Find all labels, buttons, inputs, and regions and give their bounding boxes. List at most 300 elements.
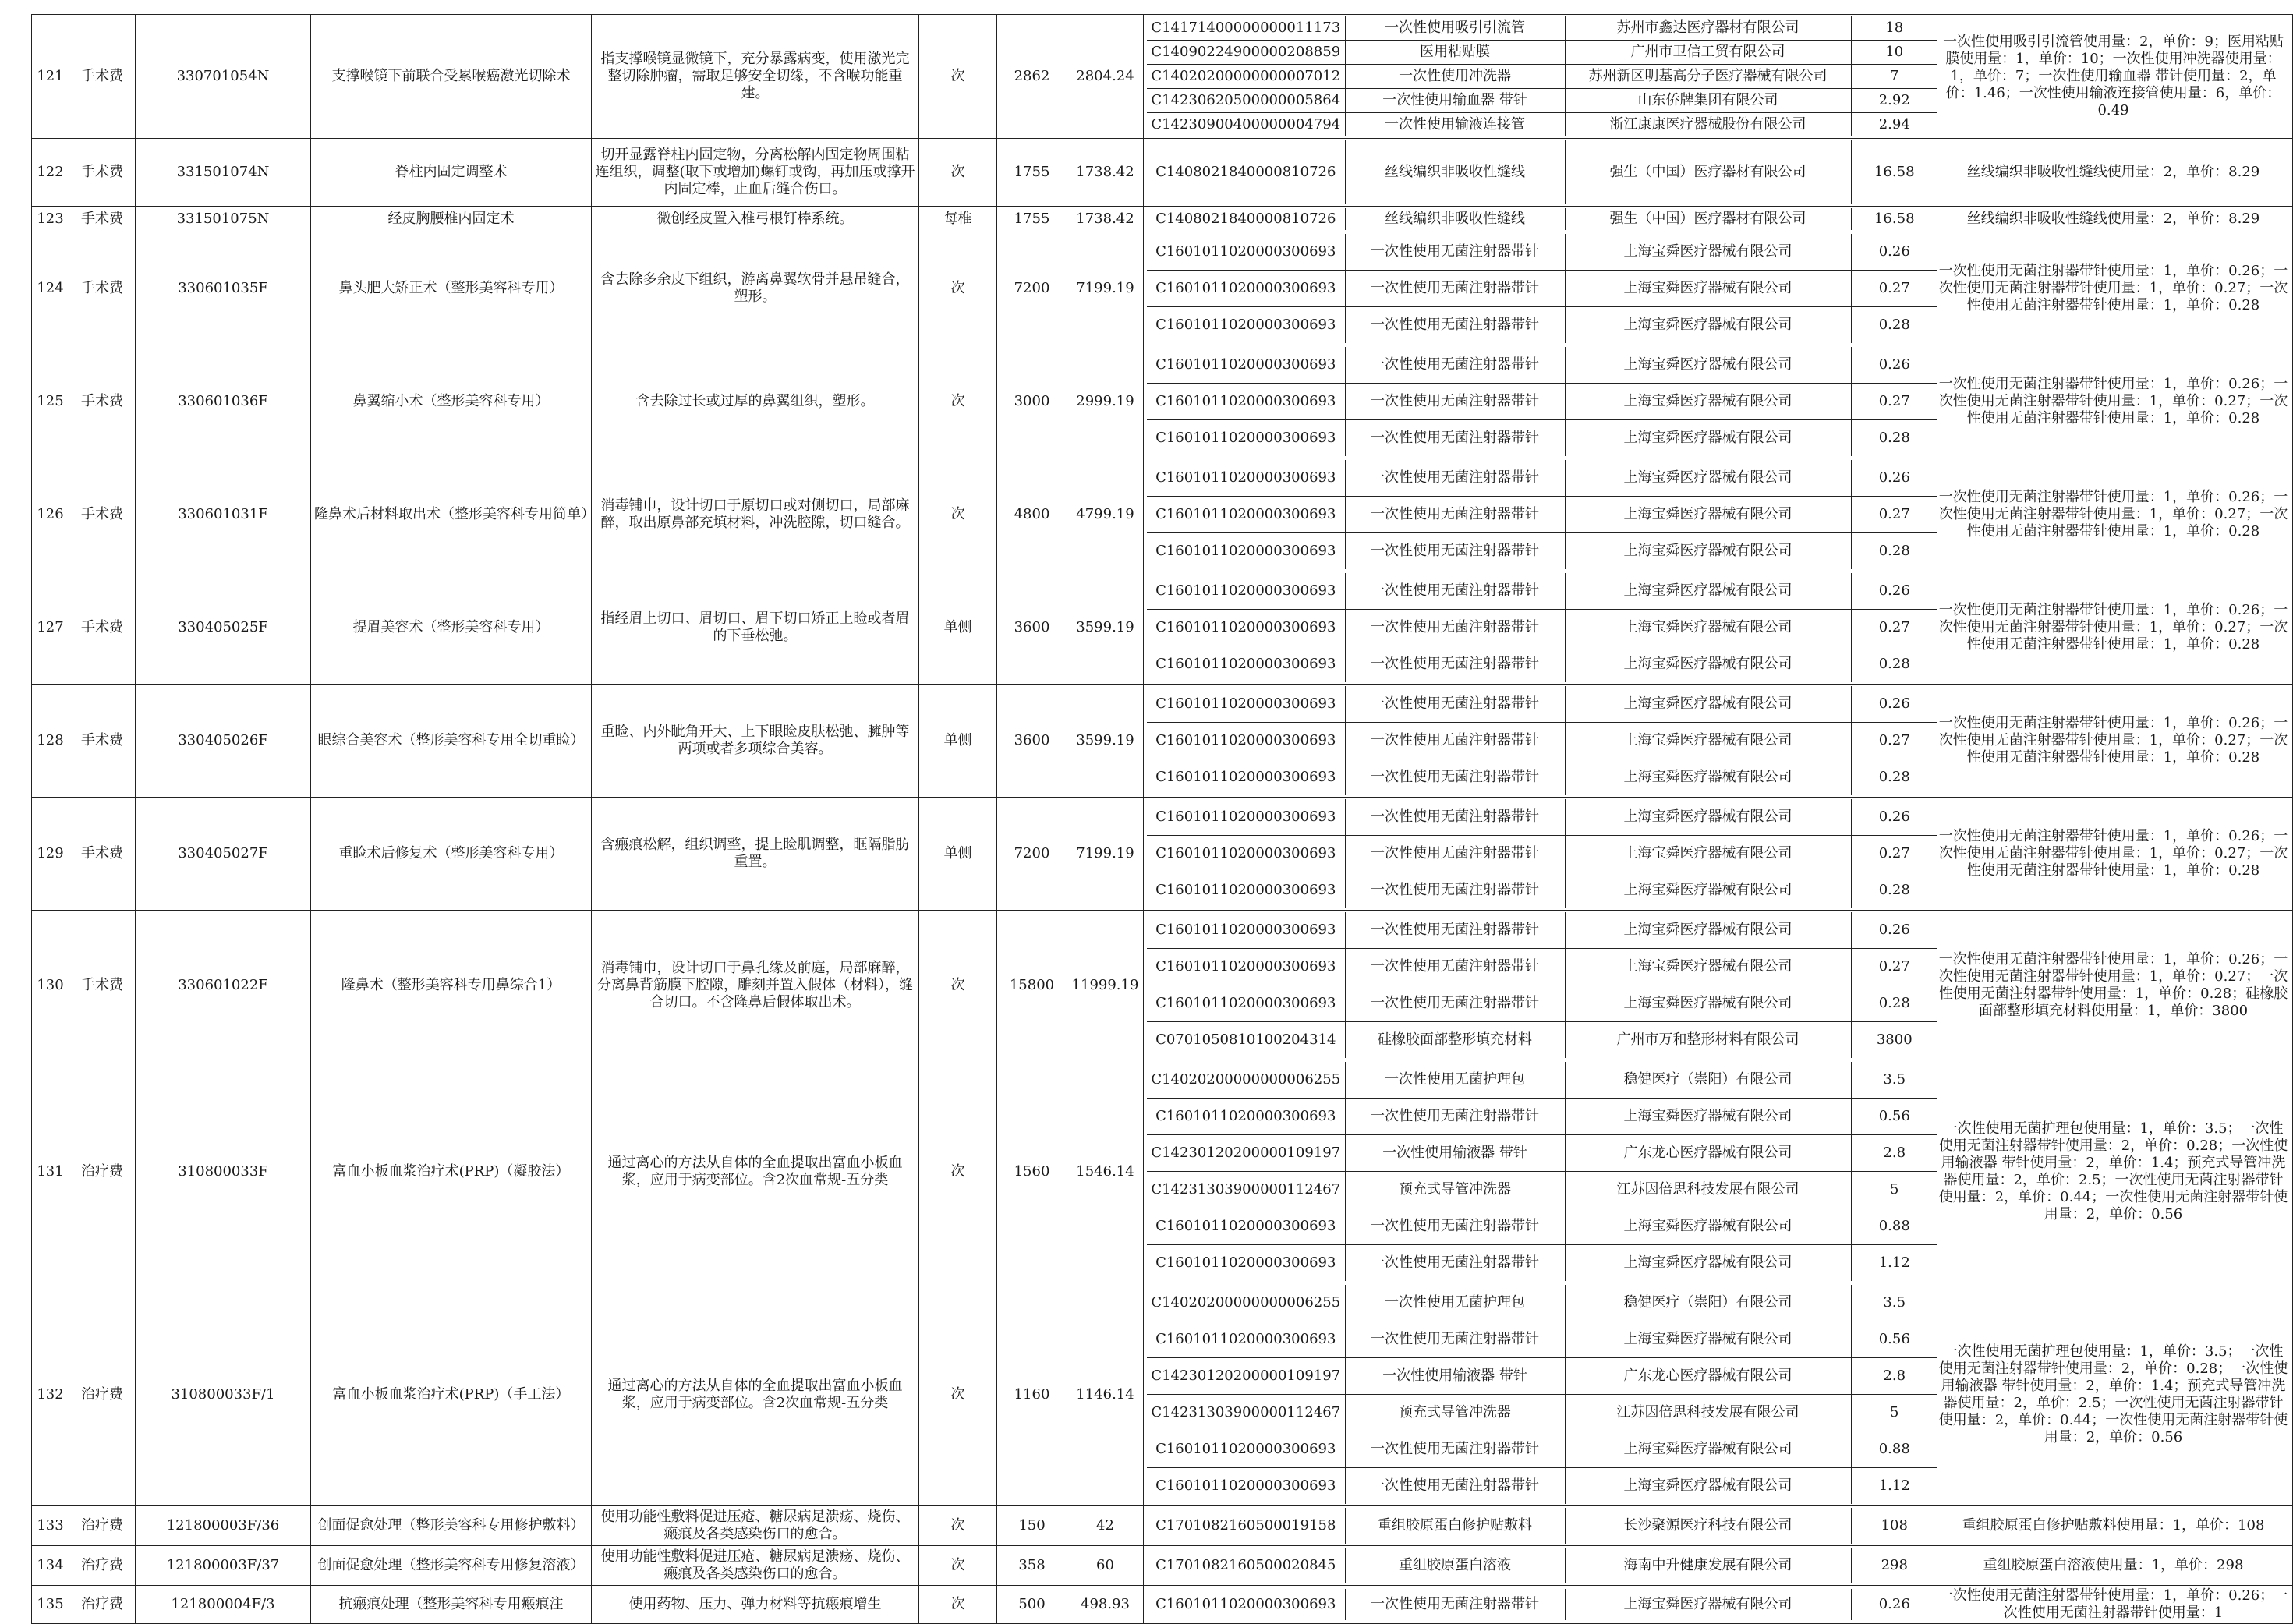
table-row <box>32 798 2293 911</box>
material-row <box>1147 759 1937 796</box>
usage-note: 一次性使用无菌注射器带针使用量：1，单价：0.26；一次性使用无菌注射器带针使用量：1 <box>1934 1586 2293 1624</box>
material-name: 一次性使用无菌注射器带针 <box>1345 573 1565 610</box>
usage-note: 一次性使用无菌注射器带针使用量：1，单价：0.26；一次性使用无菌注射器带针使用量：1，单价：0.27；一次性使用无菌注射器带针使用量：1，单价：0.28 <box>1934 458 2293 571</box>
item-name: 隆鼻术后材料取出术（整形美容科专用简单） <box>311 458 592 571</box>
materials-cell <box>1144 345 1934 458</box>
materials-list <box>1147 460 1937 569</box>
table-row <box>32 1283 2293 1506</box>
material-price: 298 <box>1881 1557 1908 1573</box>
material-company: 江苏因倍思科技发展有限公司 <box>1565 1395 1851 1431</box>
material-code: C1601011020000300693 <box>1147 723 1345 759</box>
pricing-unit: 次 <box>919 1586 997 1624</box>
material-company: 上海宝舜医疗器械有限公司 <box>1565 949 1851 985</box>
pricing-unit: 次 <box>919 1060 997 1283</box>
material-name: 一次性使用无菌注射器带针 <box>1345 1245 1565 1282</box>
table-row <box>32 207 2293 232</box>
material-row <box>1147 41 1937 65</box>
row-number: 125 <box>32 345 69 458</box>
price-original: 2862 <box>997 15 1067 139</box>
material-company: 上海宝舜医疗器械有限公司 <box>1565 872 1851 909</box>
usage-note: 一次性使用无菌注射器带针使用量：1，单价：0.26；一次性使用无菌注射器带针使用量：1，单价：0.27；一次性使用无菌注射器带针使用量：1，单价：0.28；硅橡胶面部整形填充材料使用量：1，单价：3800 <box>1934 911 2293 1060</box>
material-row <box>1147 985 1937 1022</box>
material-name: 一次性使用无菌注射器带针 <box>1345 1589 1565 1620</box>
material-code: C1601011020000300693 <box>1147 1468 1345 1505</box>
materials-cell <box>1144 1506 1934 1546</box>
material-code: C1601011020000300693 <box>1147 347 1345 384</box>
material-price: 18 <box>1851 16 1937 41</box>
item-description: 通过离心的方法从自体的全血提取出富血小板血浆，应用于病变部位。含2次血常规-五分类 <box>592 1283 919 1506</box>
materials-list <box>1147 16 1937 136</box>
material-code: C14020200000000006255 <box>1147 1062 1345 1099</box>
item-name: 富血小板血浆治疗术(PRP)（手工法） <box>311 1283 592 1506</box>
material-row <box>1147 1285 1937 1321</box>
material-price: 0.26 <box>1878 1596 1910 1612</box>
item-name: 抗瘢痕处理（整形美容科专用瘢痕注 <box>311 1586 592 1624</box>
item-description: 消毒铺巾，设计切口于原切口或对侧切口，局部麻醉，取出原鼻部充填材料，冲洗腔隙，切口缝合。 <box>592 458 919 571</box>
materials-cell <box>1144 571 1934 685</box>
material-row <box>1147 460 1937 497</box>
item-description: 含瘢痕松解，组织调整，提上睑肌调整，眶隔脂肪重置。 <box>592 798 919 911</box>
material-name: 一次性使用无菌注射器带针 <box>1345 723 1565 759</box>
material-company: 上海宝舜医疗器械有限公司 <box>1565 723 1851 759</box>
material-company: 海南中升健康发展有限公司 <box>1565 1548 1851 1583</box>
material-code: C1601011020000300693 <box>1147 1245 1345 1282</box>
material-code: C14230900400000004794 <box>1147 113 1345 137</box>
material-row <box>1147 1508 1937 1544</box>
material-name: 医用粘贴膜 <box>1345 41 1565 65</box>
material-price: 0.26 <box>1851 234 1937 271</box>
material-name: 一次性使用吸引引流管 <box>1345 16 1565 41</box>
price-original: 3000 <box>997 345 1067 458</box>
material-price: 0.88 <box>1851 1208 1937 1245</box>
material-price: 2.92 <box>1851 89 1937 113</box>
material-company: 上海宝舜医疗器械有限公司 <box>1565 646 1851 683</box>
material-row <box>1147 420 1937 457</box>
materials-cell <box>1144 685 1934 798</box>
table-row <box>32 139 2293 207</box>
table-row <box>32 1546 2293 1586</box>
item-code: 121800003F/37 <box>136 1546 311 1586</box>
price-current: 498.93 <box>1067 1586 1144 1624</box>
table-row <box>32 1586 2293 1624</box>
material-code: C1601011020000300693 <box>1147 497 1345 533</box>
pricing-unit: 次 <box>919 1546 997 1586</box>
item-name: 创面促愈处理（整形美容科专用修复溶液） <box>311 1546 592 1586</box>
item-name: 提眉美容术（整形美容科专用） <box>311 571 592 685</box>
pricing-unit: 次 <box>919 911 997 1060</box>
fee-type: 手术费 <box>69 798 136 911</box>
material-code: C14231303900000112467 <box>1147 1395 1345 1431</box>
material-company: 上海宝舜医疗器械有限公司 <box>1565 420 1851 457</box>
materials-cell <box>1144 1586 1934 1624</box>
material-name: 重组胶原蛋白溶液 <box>1345 1548 1565 1583</box>
price-current: 7199.19 <box>1067 232 1144 345</box>
material-code: C1701082160500019158 <box>1147 1508 1345 1544</box>
material-code: C1601011020000300693 <box>1147 460 1345 497</box>
price-current: 4799.19 <box>1067 458 1144 571</box>
material-code: C1601011020000300693 <box>1147 985 1345 1022</box>
material-price: 0.28 <box>1878 656 1910 672</box>
material-name: 丝线编织非吸收性缝线 <box>1345 208 1565 230</box>
material-company: 上海宝舜医疗器械有限公司 <box>1565 1589 1851 1620</box>
material-code: C1601011020000300693 <box>1147 573 1345 610</box>
material-price: 5 <box>1851 1395 1937 1431</box>
price-original: 1160 <box>997 1283 1067 1506</box>
material-company: 上海宝舜医疗器械有限公司 <box>1565 347 1851 384</box>
pricing-unit: 单侧 <box>919 798 997 911</box>
material-company: 上海宝舜医疗器械有限公司 <box>1565 799 1851 836</box>
material-name: 一次性使用无菌注射器带针 <box>1345 686 1565 723</box>
table-row <box>32 685 2293 798</box>
materials-cell <box>1144 1283 1934 1506</box>
row-number: 123 <box>32 207 69 232</box>
material-code: C14090224900000208859 <box>1147 41 1345 65</box>
material-row <box>1147 1589 1937 1620</box>
item-code: 330601031F <box>136 458 311 571</box>
material-company: 稳健医疗（崇阳）有限公司 <box>1565 1062 1851 1099</box>
item-code: 330701054N <box>136 15 311 139</box>
material-name: 一次性使用无菌注射器带针 <box>1345 1468 1565 1505</box>
item-code: 121800003F/36 <box>136 1506 311 1546</box>
item-name: 鼻头肥大矫正术（整形美容科专用） <box>311 232 592 345</box>
row-number: 133 <box>32 1506 69 1546</box>
material-name: 一次性使用无菌注射器带针 <box>1345 1431 1565 1468</box>
item-name: 支撑喉镜下前联合受累喉癌激光切除术 <box>311 15 592 139</box>
item-description: 切开显露脊柱内固定物，分离松解内固定物周围粘连组织，调整(取下或增加)螺钉或钩，再加压或撑开内固定棒，止血后缝合伤口。 <box>592 139 919 207</box>
material-name: 一次性使用无菌注射器带针 <box>1345 759 1565 796</box>
material-name: 一次性使用无菌注射器带针 <box>1345 271 1565 307</box>
materials-cell <box>1144 458 1934 571</box>
material-price: 3.5 <box>1851 1285 1937 1321</box>
material-company: 上海宝舜医疗器械有限公司 <box>1565 1468 1851 1505</box>
material-row <box>1147 1062 1937 1099</box>
material-price: 7 <box>1851 65 1937 89</box>
item-description: 消毒铺巾，设计切口于鼻孔缘及前庭，局部麻醉，分离鼻背筋膜下腔隙，雕刻并置入假体（材料），缝合切口。不含隆鼻后假体取出术。 <box>592 911 919 1060</box>
material-name: 一次性使用无菌注射器带针 <box>1345 799 1565 836</box>
row-number: 127 <box>32 571 69 685</box>
material-row <box>1147 1468 1937 1505</box>
material-row <box>1147 65 1937 89</box>
material-price: 0.26 <box>1851 347 1937 384</box>
material-name: 一次性使用无菌注射器带针 <box>1345 610 1565 646</box>
pricing-unit: 次 <box>919 139 997 207</box>
material-code: C1601011020000300693 <box>1147 307 1345 344</box>
price-original: 7200 <box>997 798 1067 911</box>
material-price: 0.27 <box>1851 723 1937 759</box>
price-original: 500 <box>997 1586 1067 1624</box>
material-company: 上海宝舜医疗器械有限公司 <box>1565 985 1851 1022</box>
material-name: 一次性使用输液器 带针 <box>1345 1135 1565 1172</box>
materials-cell <box>1144 207 1934 232</box>
material-company: 广东龙心医疗器械有限公司 <box>1565 1135 1851 1172</box>
material-code: C1601011020000300693 <box>1147 646 1345 683</box>
material-name: 一次性使用输液器 带针 <box>1345 1358 1565 1395</box>
item-description: 指支撑喉镜显微镜下，充分暴露病变，使用激光完整切除肿瘤，需取足够安全切缘，不含喉功能重建。 <box>592 15 919 139</box>
material-price: 3.5 <box>1851 1062 1937 1099</box>
material-row <box>1147 610 1937 646</box>
material-row <box>1147 1358 1937 1395</box>
price-original: 7200 <box>997 232 1067 345</box>
materials-list <box>1147 208 1937 230</box>
material-price: 108 <box>1881 1517 1908 1534</box>
item-code: 330405026F <box>136 685 311 798</box>
price-original: 358 <box>997 1546 1067 1586</box>
row-number: 121 <box>32 15 69 139</box>
material-company: 上海宝舜医疗器械有限公司 <box>1565 307 1851 344</box>
row-number: 129 <box>32 798 69 911</box>
material-price: 0.27 <box>1851 949 1937 985</box>
material-name: 预充式导管冲洗器 <box>1345 1172 1565 1208</box>
item-name: 创面促愈处理（整形美容科专用修护敷料） <box>311 1506 592 1546</box>
material-name: 一次性使用输血器 带针 <box>1345 89 1565 113</box>
price-current: 2999.19 <box>1067 345 1144 458</box>
fee-type: 手术费 <box>69 15 136 139</box>
material-name: 一次性使用无菌注射器带针 <box>1345 1321 1565 1358</box>
usage-note: 丝线编织非吸收性缝线使用量：2，单价：8.29 <box>1934 139 2293 207</box>
material-code: C0701050810100204314 <box>1147 1022 1345 1059</box>
table-row <box>32 1060 2293 1283</box>
item-code: 330601022F <box>136 911 311 1060</box>
material-name: 一次性使用无菌注射器带针 <box>1345 646 1565 683</box>
material-name: 硅橡胶面部整形填充材料 <box>1345 1022 1565 1059</box>
table-row <box>32 458 2293 571</box>
item-name: 重睑术后修复术（整形美容科专用） <box>311 798 592 911</box>
material-row <box>1147 872 1937 909</box>
material-code: C1408021840000810726 <box>1147 208 1345 230</box>
material-name: 一次性使用无菌注射器带针 <box>1345 872 1565 909</box>
item-description: 含去除过长或过厚的鼻翼组织，塑形。 <box>592 345 919 458</box>
materials-cell <box>1144 1546 1934 1586</box>
item-description: 重睑、内外眦角开大、上下眼睑皮肤松弛、臃肿等两项或者多项综合美容。 <box>592 685 919 798</box>
material-price: 5 <box>1851 1172 1937 1208</box>
pricing-unit: 次 <box>919 1506 997 1546</box>
material-code: C1601011020000300693 <box>1147 1431 1345 1468</box>
materials-list <box>1147 799 1937 908</box>
material-company: 上海宝舜医疗器械有限公司 <box>1565 497 1851 533</box>
item-code: 121800004F/3 <box>136 1586 311 1624</box>
material-price: 0.56 <box>1851 1099 1937 1135</box>
material-row <box>1147 799 1937 836</box>
material-price: 0.28 <box>1878 430 1910 446</box>
material-company: 苏州市鑫达医疗器材有限公司 <box>1565 16 1851 41</box>
material-price: 0.26 <box>1851 573 1937 610</box>
item-code: 331501075N <box>136 207 311 232</box>
material-company: 上海宝舜医疗器械有限公司 <box>1565 1431 1851 1468</box>
fee-type: 手术费 <box>69 345 136 458</box>
fee-type: 手术费 <box>69 911 136 1060</box>
material-name: 一次性使用无菌注射器带针 <box>1345 985 1565 1022</box>
material-company: 稳健医疗（崇阳）有限公司 <box>1565 1285 1851 1321</box>
material-company: 上海宝舜医疗器械有限公司 <box>1565 533 1851 570</box>
price-current: 1546.14 <box>1067 1060 1144 1283</box>
table-row <box>32 15 2293 139</box>
item-code: 330405025F <box>136 571 311 685</box>
item-description: 指经眉上切口、眉切口、眉下切口矫正上睑或者眉的下垂松弛。 <box>592 571 919 685</box>
material-price: 0.27 <box>1851 271 1937 307</box>
material-company: 上海宝舜医疗器械有限公司 <box>1565 610 1851 646</box>
usage-note: 重组胶原蛋白溶液使用量：1，单价：298 <box>1934 1546 2293 1586</box>
material-company: 广州市卫信工贸有限公司 <box>1565 41 1851 65</box>
material-name: 一次性使用无菌注射器带针 <box>1345 836 1565 872</box>
item-code: 330601036F <box>136 345 311 458</box>
material-price: 10 <box>1851 41 1937 65</box>
material-code: C14230120200000109197 <box>1147 1135 1345 1172</box>
material-code: C1601011020000300693 <box>1147 1208 1345 1245</box>
materials-list <box>1147 1062 1937 1281</box>
table-row <box>32 571 2293 685</box>
material-price: 0.26 <box>1851 686 1937 723</box>
material-code: C14020200000000006255 <box>1147 1285 1345 1321</box>
materials-cell <box>1144 798 1934 911</box>
price-current: 3599.19 <box>1067 685 1144 798</box>
material-row <box>1147 723 1937 759</box>
material-row <box>1147 912 1937 949</box>
item-name: 鼻翼缩小术（整形美容科专用） <box>311 345 592 458</box>
material-company: 浙江康康医疗器械股份有限公司 <box>1565 113 1851 137</box>
material-price: 0.26 <box>1851 912 1937 949</box>
material-name: 一次性使用冲洗器 <box>1345 65 1565 89</box>
pricing-unit: 单侧 <box>919 571 997 685</box>
item-description: 使用功能性敷料促进压疮、糖尿病足溃疡、烧伤、瘢痕及各类感染伤口的愈合。 <box>592 1546 919 1586</box>
material-row <box>1147 497 1937 533</box>
item-description: 使用药物、压力、弹力材料等抗瘢痕增生 <box>592 1586 919 1624</box>
price-current: 11999.19 <box>1067 911 1144 1060</box>
material-row <box>1147 1548 1937 1583</box>
materials-list <box>1147 1548 1937 1583</box>
row-number: 131 <box>32 1060 69 1283</box>
item-name: 脊柱内固定调整术 <box>311 139 592 207</box>
material-row <box>1147 384 1937 420</box>
material-row <box>1147 1135 1937 1172</box>
material-code: C1601011020000300693 <box>1147 949 1345 985</box>
material-price: 0.28 <box>1878 543 1910 559</box>
pricing-unit: 次 <box>919 345 997 458</box>
material-code: C1601011020000300693 <box>1147 533 1345 570</box>
fee-type: 手术费 <box>69 458 136 571</box>
material-name: 重组胶原蛋白修护贴敷料 <box>1345 1508 1565 1544</box>
material-code: C1601011020000300693 <box>1147 1589 1345 1620</box>
material-price: 16.58 <box>1874 211 1915 227</box>
row-number: 122 <box>32 139 69 207</box>
material-name: 一次性使用无菌注射器带针 <box>1345 497 1565 533</box>
material-name: 一次性使用无菌注射器带针 <box>1345 307 1565 344</box>
material-company: 上海宝舜医疗器械有限公司 <box>1565 759 1851 796</box>
usage-note: 一次性使用无菌护理包使用量：1，单价：3.5；一次性使用无菌注射器带针使用量：2，单价：0.28；一次性使用输液器 带针使用量：2，单价：1.4；预充式导管冲洗器使用量：2，单价：2.5；一次性使用无菌注射器带针使用量：2，单价：0.44；一次性使用无菌注射器带针使用量：2，单价：0.56 <box>1934 1060 2293 1283</box>
material-company: 山东侨牌集团有限公司 <box>1565 89 1851 113</box>
material-price: 0.88 <box>1851 1431 1937 1468</box>
material-row <box>1147 208 1937 230</box>
materials-list <box>1147 1285 1937 1504</box>
material-code: C1601011020000300693 <box>1147 234 1345 271</box>
usage-note: 一次性使用无菌注射器带针使用量：1，单价：0.26；一次性使用无菌注射器带针使用量：1，单价：0.27；一次性使用无菌注射器带针使用量：1，单价：0.28 <box>1934 685 2293 798</box>
item-name: 经皮胸腰椎内固定术 <box>311 207 592 232</box>
material-name: 一次性使用无菌护理包 <box>1345 1062 1565 1099</box>
material-name: 一次性使用无菌注射器带针 <box>1345 420 1565 457</box>
material-company: 上海宝舜医疗器械有限公司 <box>1565 1321 1851 1358</box>
usage-note: 一次性使用无菌注射器带针使用量：1，单价：0.26；一次性使用无菌注射器带针使用量：1，单价：0.27；一次性使用无菌注射器带针使用量：1，单价：0.28 <box>1934 571 2293 685</box>
pricing-unit: 次 <box>919 1283 997 1506</box>
materials-cell <box>1144 1060 1934 1283</box>
material-company: 强生（中国）医疗器材有限公司 <box>1565 140 1851 204</box>
material-row <box>1147 113 1937 137</box>
price-original: 3600 <box>997 685 1067 798</box>
price-current: 7199.19 <box>1067 798 1144 911</box>
material-row <box>1147 1208 1937 1245</box>
material-code: C1408021840000810726 <box>1147 140 1345 204</box>
price-current: 60 <box>1067 1546 1144 1586</box>
row-number: 128 <box>32 685 69 798</box>
item-name: 眼综合美容术（整形美容科专用全切重睑） <box>311 685 592 798</box>
material-code: C14230620500000005864 <box>1147 89 1345 113</box>
materials-cell <box>1144 232 1934 345</box>
material-code: C1601011020000300693 <box>1147 610 1345 646</box>
material-code: C1601011020000300693 <box>1147 271 1345 307</box>
material-price: 0.26 <box>1851 799 1937 836</box>
price-current: 1738.42 <box>1067 207 1144 232</box>
item-code: 330601035F <box>136 232 311 345</box>
material-code: C1601011020000300693 <box>1147 1321 1345 1358</box>
price-original: 150 <box>997 1506 1067 1546</box>
material-row <box>1147 533 1937 570</box>
material-name: 一次性使用无菌注射器带针 <box>1345 1099 1565 1135</box>
material-name: 一次性使用无菌注射器带针 <box>1345 949 1565 985</box>
material-code: C1601011020000300693 <box>1147 759 1345 796</box>
pricing-unit: 每椎 <box>919 207 997 232</box>
item-code: 330405027F <box>136 798 311 911</box>
material-row <box>1147 1395 1937 1431</box>
material-name: 丝线编织非吸收性缝线 <box>1345 140 1565 204</box>
price-original: 4800 <box>997 458 1067 571</box>
price-current: 1738.42 <box>1067 139 1144 207</box>
material-name: 一次性使用无菌注射器带针 <box>1345 347 1565 384</box>
material-code: C1601011020000300693 <box>1147 384 1345 420</box>
materials-cell <box>1144 139 1934 207</box>
item-description: 通过离心的方法从自体的全血提取出富血小板血浆，应用于病变部位。含2次血常规-五分类 <box>592 1060 919 1283</box>
material-row <box>1147 1099 1937 1135</box>
fee-type: 手术费 <box>69 685 136 798</box>
material-name: 一次性使用无菌注射器带针 <box>1345 1208 1565 1245</box>
usage-note: 一次性使用无菌注射器带针使用量：1，单价：0.26；一次性使用无菌注射器带针使用量：1，单价：0.27；一次性使用无菌注射器带针使用量：1，单价：0.28 <box>1934 798 2293 911</box>
row-number: 135 <box>32 1586 69 1624</box>
material-row <box>1147 1022 1937 1059</box>
item-code: 310800033F/1 <box>136 1283 311 1506</box>
medical-service-price-table <box>31 14 2293 1624</box>
material-company: 上海宝舜医疗器械有限公司 <box>1565 1245 1851 1282</box>
materials-cell <box>1144 911 1934 1060</box>
fee-type: 治疗费 <box>69 1283 136 1506</box>
pricing-unit: 次 <box>919 232 997 345</box>
item-code: 310800033F <box>136 1060 311 1283</box>
material-company: 上海宝舜医疗器械有限公司 <box>1565 460 1851 497</box>
pricing-unit: 次 <box>919 458 997 571</box>
material-code: C1601011020000300693 <box>1147 420 1345 457</box>
material-row <box>1147 573 1937 610</box>
price-original: 1755 <box>997 139 1067 207</box>
material-name: 一次性使用无菌注射器带针 <box>1345 234 1565 271</box>
materials-cell <box>1144 15 1934 139</box>
material-price: 2.8 <box>1851 1135 1937 1172</box>
material-company: 上海宝舜医疗器械有限公司 <box>1565 1099 1851 1135</box>
material-price: 0.27 <box>1851 610 1937 646</box>
price-current: 3599.19 <box>1067 571 1144 685</box>
table-row <box>32 232 2293 345</box>
material-price: 1.12 <box>1878 1477 1910 1494</box>
material-company: 苏州新区明基高分子医疗器械有限公司 <box>1565 65 1851 89</box>
item-code: 331501074N <box>136 139 311 207</box>
price-original: 15800 <box>997 911 1067 1060</box>
usage-note: 一次性使用无菌护理包使用量：1，单价：3.5；一次性使用无菌注射器带针使用量：2，单价：0.28；一次性使用输液器 带针使用量：2，单价：1.4；预充式导管冲洗器使用量：2，单价：2.5；一次性使用无菌注射器带针使用量：2，单价：0.44；一次性使用无菌注射器带针使用量：2，单价：0.56 <box>1934 1283 2293 1506</box>
material-row <box>1147 949 1937 985</box>
